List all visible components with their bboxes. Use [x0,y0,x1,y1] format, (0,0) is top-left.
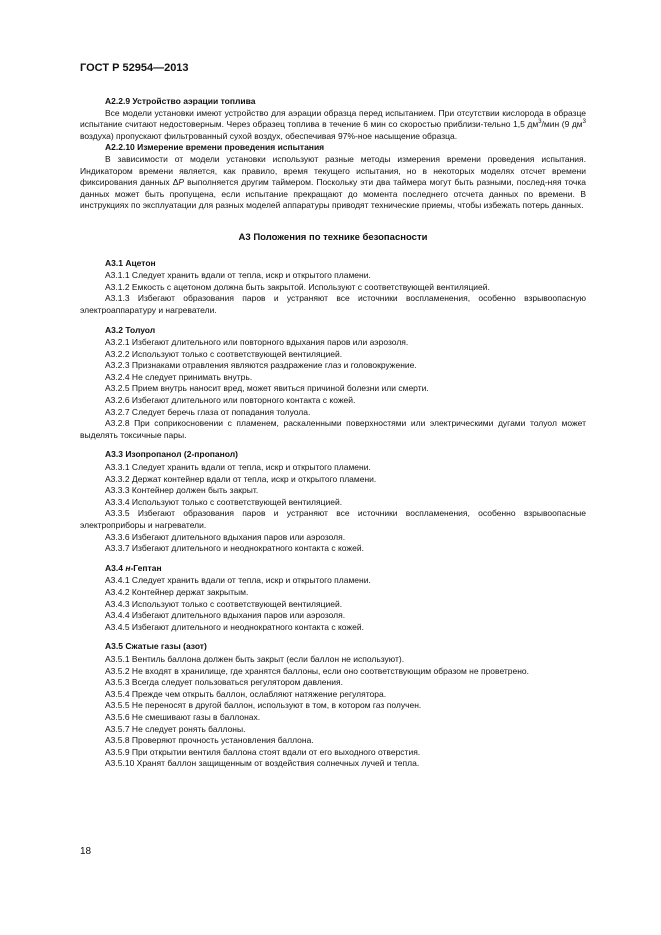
page-number: 18 [80,846,92,857]
list-item: А3.4.5 Избегают длительного и неоднократного контакта с кожей. [105,621,364,632]
list-item: А3.3.2 Держат контейнер вдали от тепла, искр и открытого пламени. [105,473,377,484]
list-item: А3.2.3 Признаками отравления являются раздражение глаз и головокружение. [105,360,417,371]
paragraph: Все модели установки имеют устройство для аэрации образца перед испытанием. При отсутствии кислорода в образце испытание считают недостоверным. Через образец топлива в течение 6 мин со скоростью приблизи-тельно 1,5 $дм^3$/мин (9 $дм^3$ воздуха) пропускают фильтрованный сухой воздух, обеспечивая 97%-ное насыщение образца. [80,107,586,141]
list-item: А3.4.4 Избегают длительного вдыхания паров или аэрозоля. [105,610,346,621]
list-item: А3.2.1 Избегают длительного или повторного вдыхания паров или аэрозоля. [105,337,409,348]
list-item: А3.4.1 Следует хранить вдали от тепла, искр и открытого пламени. [105,575,371,586]
list-item: А3.2.5 Прием внутрь наносит вред, может явиться причиной болезни или смерти. [105,383,429,394]
list-item: А3.5.4 Прежде чем открыть баллон, ослабляют натяжение регулятора. [105,688,387,699]
list-item: А3.5.6 Не смешивают газы в баллонах. [105,711,261,722]
item-list [80,654,586,770]
list-item: А3.3.4 Используют только с соответствующей вентиляцией. [105,496,343,507]
item-list [80,337,586,441]
list-item: А3.5.5 Не переносят в другой баллон, используют в том, в котором газ получен. [105,700,422,711]
subsection-heading: А3.5 Сжатые газы (азот) [105,641,207,652]
item-list [80,462,586,555]
list-item: А3.3.3 Контейнер должен быть закрыт. [105,485,259,496]
list-item: А3.2.2 Используют только с соответствующей вентиляцией. [105,348,343,359]
list-item: А3.5.10 Хранят баллон защищенным от воздействия солнечных лучей и тепла. [105,758,420,769]
subsection-heading: А3.1 Ацетон [105,257,156,268]
subsection-heading: А3.4 н-Гептан [105,562,162,573]
paragraph: В зависимости от модели установки используют разные методы измерения времени проведения испытания. Индикатором времени является, как правило, время текущего испытания, но в некоторых моделях отсчет времени фиксирования данных ΔP выполняется другим таймером. Поскольку эти два таймера могут быть разными, послед-няя точка данных может быть пропущена, если испытание прекращают до момента последнего отсчета данных по времени. В инструкциях по эксплуатации для разных моделей аппаратуры приводят технические приемы, чтобы избежать потерь данных. [80,153,586,211]
list-item: А3.4.2 Контейнер держат закрытым. [105,586,249,597]
subsection-heading: А3.2 Толуол [105,324,156,335]
document-header: ГОСТ Р 52954—2013 [80,62,189,74]
list-item: А3.2.6 Избегают длительного или повторного контакта с кожей. [105,395,356,406]
list-item: А3.5.9 При открытии вентиля баллона стоят вдали от его выходного отверстия. [105,746,421,757]
list-item: А3.3.6 Избегают длительного вдыхания паров или аэрозоля. [105,531,346,542]
item-list [80,575,586,633]
list-item: А3.2.7 Следует беречь глаза от попадания толуола. [105,406,311,417]
item-list [80,270,586,316]
list-item: А3.3.7 Избегают длительного и неоднократного контакта с кожей. [105,543,364,554]
list-item: А3.4.3 Используют только с соответствующей вентиляцией. [105,598,343,609]
section-heading: А2.2.10 Измерение времени проведения испытания [105,142,325,153]
list-item: А3.5.3 Всегда следует пользоваться регулятором давления. [105,677,343,688]
subsection-heading: А3.3 Изопропанол (2-пропанол) [105,449,238,460]
section-heading: А2.2.9 Устройство аэрации топлива [105,96,256,106]
list-item: А3.3.1 Следует хранить вдали от тепла, искр и открытого пламени. [105,462,371,473]
list-item: А3.5.2 Не входят в хранилище, где хранятся баллоны, если оно соответствующим образом не проветрено. [105,665,530,676]
list-item: А3.5.8 Проверяют прочность установления баллона. [105,735,314,746]
list-item: А3.2.8 При соприкосновении с пламенем, раскаленными поверхностями или электрическими дугами толуол может выделять токсичные пары. [80,418,586,440]
list-item: А3.5.1 Вентиль баллона должен быть закрыт (если баллон не используют). [105,653,405,664]
list-item: А3.3.5 Избегают образования паров и устраняют все источники воспламенения, особенно взрывоопасные электроприборы и нагреватели. [80,508,586,530]
list-item: А3.1.3 Избегают образования паров и устраняют все источники воспламенения, особенно взрывоопасную электроаппаратуру и нагреватели. [80,293,586,315]
list-item: А3.2.4 Не следует принимать внутрь. [105,371,253,382]
chapter-title: А3 Положения по технике безопасности [238,231,428,243]
list-item: А3.5.7 Не следует ронять баллоны. [105,723,246,734]
list-item: А3.1.1 Следует хранить вдали от тепла, искр и открытого пламени. [105,270,371,281]
document-body [80,96,586,770]
list-item: А3.1.2 Емкость с ацетоном должна быть закрытой. Используют с соответствующей вентиляцией. [105,281,490,292]
